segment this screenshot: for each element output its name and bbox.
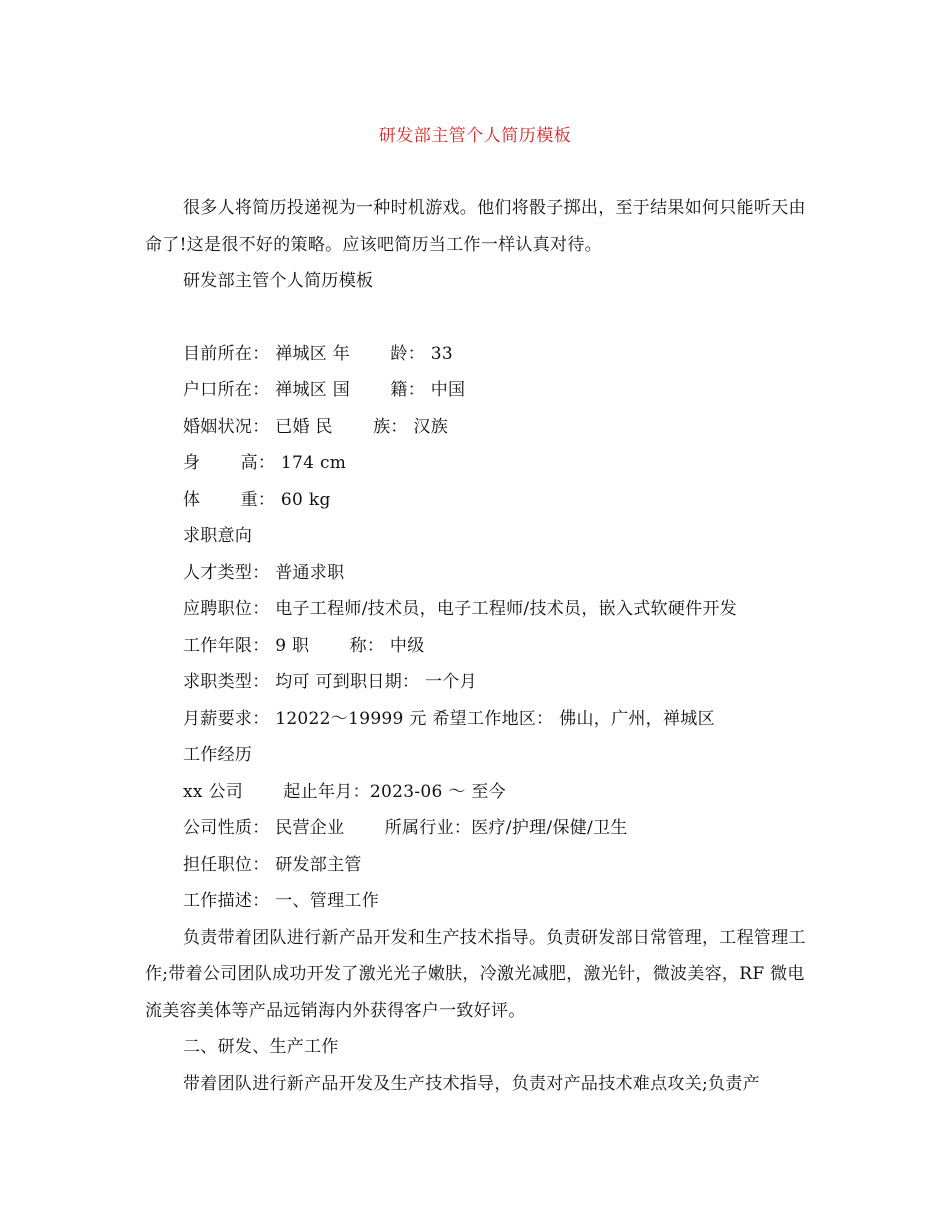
resume-line-position: 应聘职位： 电子工程师/技术员，电子工程师/技术员，嵌入式软硬件开发: [183, 599, 738, 619]
resume-line-work-desc: 工作描述： 一、管理工作: [183, 891, 380, 911]
resume-line-marital: 婚姻状况： 已婚 民 族： 汉族: [183, 416, 449, 437]
spacer: [145, 300, 810, 336]
section-heading-job-intent: 求职意向: [183, 526, 253, 546]
resume-line-height: 身 高： 174 cm: [183, 453, 347, 473]
document-body: [145, 190, 810, 1102]
resume-line-company-type: 公司性质： 民营企业 所属行业：医疗/护理/保健/卫生: [183, 818, 628, 838]
section-heading-work-history: 工作经历: [183, 745, 253, 765]
resume-line-job-type: 求职类型： 均可 可到职日期： 一个月: [183, 672, 477, 692]
work-desc-paragraph: 负责带着团队进行新产品开发和生产技术指导。负责研发部日常管理，工程管理工作;带着公司团队成功开发了激光光子嫩肤，冷激光减肥，激光针，微波美容，RF 微电流美容美体等产品远销海内外获得客户一致好评。: [145, 927, 806, 1021]
resume-line-talent-type: 人才类型： 普通求职: [183, 562, 345, 583]
resume-line-weight: 体 重： 60 kg: [183, 489, 331, 510]
section-heading-rnd: 二、研发、生产工作: [183, 1037, 339, 1057]
resume-line-role: 担任职位： 研发部主管: [183, 854, 362, 875]
resume-line-salary: 月薪要求： 12022～19999 元 希望工作地区： 佛山，广州，禅城区: [183, 708, 715, 729]
resume-line-company: xx 公司 起止年月：2023-06 ～ 至今: [183, 781, 506, 802]
intro-paragraph: 很多人将简历投递视为一种时机游戏。他们将骰子掷出，至于结果如何只能听天由命了!这是很不好的策略。应该吧简历当工作一样认真对待。: [145, 198, 806, 255]
resume-line-location: 目前所在： 禅城区 年 龄： 33: [183, 343, 453, 364]
subtitle: 研发部主管个人简历模板: [183, 271, 374, 291]
resume-line-hukou: 户口所在： 禅城区 国 籍： 中国: [183, 380, 466, 400]
resume-line-years: 工作年限： 9 职 称： 中级: [183, 635, 425, 656]
document-title: 研发部主管个人简历模板: [378, 126, 572, 146]
last-paragraph: 带着团队进行新产品开发及生产技术指导，负责对产品技术难点攻关;负责产: [183, 1073, 760, 1094]
